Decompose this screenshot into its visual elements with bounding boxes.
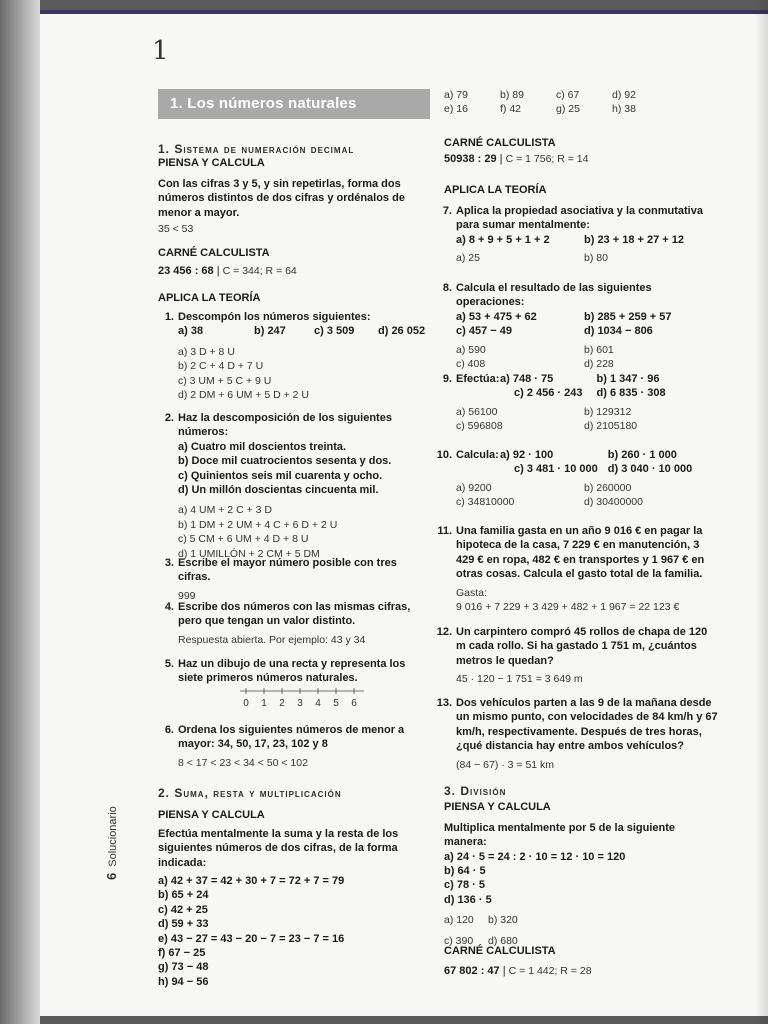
opt: c) 3 481 · 10 000 xyxy=(514,463,598,476)
answer-line: c) 5 CM + 6 UM + 4 D + 8 U xyxy=(178,533,309,546)
answer-line: a) 4 UM + 2 C + 3 D xyxy=(178,504,272,517)
section-title: 1. Sistema de numeración decimal xyxy=(158,142,355,156)
piensa-text: Multiplica mentalmente por 5 de la siguiente manera: xyxy=(444,821,676,849)
opt: b) 1 347 · 96 xyxy=(596,373,660,385)
carne-op: 23 456 : 68 xyxy=(158,265,214,278)
carne-op: 50938 : 29 xyxy=(444,153,497,166)
question-12 xyxy=(436,625,720,687)
q-number: 13. xyxy=(436,697,452,709)
tick-label: 2 xyxy=(279,698,285,708)
section-1 xyxy=(158,142,430,236)
section-3 xyxy=(444,784,720,948)
answer-cell: b) 260000 xyxy=(584,481,632,494)
q1-answers xyxy=(158,345,430,403)
q1-options xyxy=(158,324,430,338)
answer-line: d) 2 DM + 6 UM + 5 D + 2 U xyxy=(178,389,310,402)
q-text: Descompón los números siguientes: xyxy=(178,311,371,323)
carne-res: C = 344; R = 64 xyxy=(222,265,297,278)
chapter-title: 1. Los números naturales xyxy=(158,89,430,119)
question-2 xyxy=(158,411,430,561)
opt: c) 3 509 xyxy=(314,325,355,338)
aplica-heading: APLICA LA TEORÍA xyxy=(444,184,547,196)
carne-heading: CARNÉ CALCULISTA xyxy=(444,137,556,149)
answer-cell: a) 79 xyxy=(444,89,468,101)
opt: d) 26 052 xyxy=(378,325,426,338)
item: b) Doce mil cuatrocientos sesenta y dos. xyxy=(178,455,392,468)
tick-label: 0 xyxy=(243,698,249,708)
answer-cell: d) 2105180 xyxy=(584,420,638,433)
carne-calculista-2: CARNÉ CALCULISTA 50938 : 29 | C = 1 756; R = 14 xyxy=(444,136,720,167)
opt: b) 285 + 259 + 57 xyxy=(584,310,672,323)
carne-heading: CARNÉ CALCULISTA xyxy=(444,945,556,957)
answer-cell: a) 56100 xyxy=(456,405,498,418)
page-number: 6 xyxy=(104,872,119,880)
item: g) 73 − 48 xyxy=(158,961,209,974)
answer-cell: c) 408 xyxy=(456,358,486,371)
answer-cell: c) 390 xyxy=(444,934,474,947)
section-2 xyxy=(158,786,430,989)
question-1 xyxy=(158,310,430,402)
opt: d) 3 040 · 10 000 xyxy=(607,463,693,476)
answer-line: Gasta: xyxy=(456,586,487,599)
item: b) 64 · 5 xyxy=(444,865,486,878)
q-number: 1. xyxy=(164,311,174,323)
answer-line: 9 016 + 7 229 + 3 429 + 482 + 1 967 = 22 123 € xyxy=(456,601,680,614)
answer-line: Respuesta abierta. Por ejemplo: 43 y 34 xyxy=(178,633,366,646)
answer-cell: d) 92 xyxy=(612,89,636,101)
q-number: 11. xyxy=(437,525,452,537)
piensa-text: Efectúa mentalmente la suma y la resta de los siguientes números de dos cifras, de la forma indicada: xyxy=(158,827,399,869)
q-number: 12. xyxy=(436,626,452,638)
answer-cell: c) 67 xyxy=(556,89,580,101)
carne-line: 23 456 : 68 | C = 344; R = 64 xyxy=(158,265,297,278)
number-line xyxy=(240,686,364,708)
carne-op: 67 802 : 47 xyxy=(444,965,500,978)
answer-line: b) 1 DM + 2 UM + 4 C + 6 D + 2 U xyxy=(178,518,338,531)
answer-cell: b) 129312 xyxy=(584,405,632,418)
opt: a) 92 · 100 xyxy=(500,449,554,461)
opt: b) 247 xyxy=(254,325,286,338)
question-5 xyxy=(158,657,430,686)
answer-cell: a) 9200 xyxy=(456,481,492,494)
carne-heading: CARNÉ CALCULISTA xyxy=(158,247,270,259)
q2-items xyxy=(158,440,430,498)
aplica-teoria-1 xyxy=(158,291,430,305)
q-text: Un carpintero compró 45 rollos de chapa de 120 m cada rollo. Si ha gastado 1 751 m, ¿cuántos metros le quedan? xyxy=(456,626,708,667)
opt: a) 38 xyxy=(178,325,204,338)
handwritten-mark: 1 xyxy=(152,36,169,66)
q2-answers xyxy=(158,503,430,561)
carne-calculista-3: CARNÉ CALCULISTA 67 802 : 47 | C = 1 442; R = 28 xyxy=(444,944,720,979)
answer-cell: a) 25 xyxy=(456,252,480,265)
book-label: Solucionario xyxy=(107,806,119,867)
item: d) Un millón doscientas cincuenta mil. xyxy=(178,484,379,497)
answer-line: 8 < 17 < 23 < 34 < 50 < 102 xyxy=(178,756,308,769)
section-title: 3. División xyxy=(444,784,507,798)
answer-cell: d) 228 xyxy=(584,358,614,371)
aplica-heading: APLICA LA TEORÍA xyxy=(158,292,261,304)
opt: b) 23 + 18 + 27 + 12 xyxy=(584,233,684,246)
item: d) 59 + 33 xyxy=(158,918,209,931)
answer-cell: e) 16 xyxy=(444,103,468,116)
q-text: Escribe el mayor número posible con tres cifras. xyxy=(178,557,397,584)
page-footer xyxy=(104,780,124,880)
piensa-heading: PIENSA Y CALCULA xyxy=(158,157,265,170)
opt: b) 260 · 1 000 xyxy=(607,449,677,461)
q-number: 9. xyxy=(442,373,452,385)
opt: d) 1034 − 806 xyxy=(584,325,653,338)
q-text: Dos vehículos parten a las 9 de la mañana desde un mismo punto, con velocidades de 84 km/h y 67 km/h, respectivamente. Después de tres horas, ¿qué distancia hay entre ambos vehículos? xyxy=(456,697,718,753)
answer-cell: b) 89 xyxy=(500,89,524,101)
answer-cell: d) 680 xyxy=(488,934,518,947)
carne-res: C = 1 756; R = 14 xyxy=(505,153,589,166)
question-8 xyxy=(436,281,720,371)
tick-label: 4 xyxy=(315,698,321,708)
answer-line: 999 xyxy=(178,589,196,602)
q-number: 3. xyxy=(164,557,174,569)
piensa-text: Con las cifras 3 y 5, y sin repetirlas, forma dos números distintos de dos cifras y ordénalos de menor a mayor. xyxy=(158,177,405,219)
item: a) 24 · 5 = 24 : 2 · 10 = 12 · 10 = 120 xyxy=(444,850,626,863)
q-number: 7. xyxy=(442,205,452,217)
question-13 xyxy=(436,696,720,772)
answer-line: b) 2 C + 4 D + 7 U xyxy=(178,360,264,373)
answer-cell: h) 38 xyxy=(612,103,636,116)
answer-cell: g) 25 xyxy=(556,103,580,116)
item: a) Cuatro mil doscientos treinta. xyxy=(178,440,347,453)
answer-cell: a) 590 xyxy=(456,343,486,356)
carne-res: C = 1 442; R = 28 xyxy=(508,965,592,978)
item: c) Quinientos seis mil cuarenta y ocho. xyxy=(178,469,383,482)
opt: c) 457 − 49 xyxy=(456,325,512,338)
q-text: Una familia gasta en un año 9 016 € en pagar la hipoteca de la casa, 7 229 € en manutención, 3 429 € en ropa, 482 € en transportes y 1 967 € en otras cosas. Calcula el gasto total de la familia. xyxy=(456,525,705,581)
opt: a) 53 + 475 + 62 xyxy=(456,310,537,323)
binder-shadow xyxy=(0,0,40,1024)
answer-cell: f) 42 xyxy=(500,103,522,116)
piensa-heading: PIENSA Y CALCULA xyxy=(158,809,265,822)
answer-line: d) 1 UMILLÓN + 2 CM + 5 DM xyxy=(178,547,320,560)
item: f) 67 − 25 xyxy=(158,947,206,960)
question-4 xyxy=(158,600,430,647)
q-number: 5. xyxy=(164,658,174,670)
tick-label: 5 xyxy=(333,698,339,708)
answer-line: c) 3 UM + 5 C + 9 U xyxy=(178,374,272,387)
answer-cell: a) 120 xyxy=(444,914,474,927)
q-number: 8. xyxy=(442,282,452,294)
piensa-answer: 35 < 53 xyxy=(158,223,194,236)
q-number: 4. xyxy=(164,601,174,613)
q-text: Escribe dos números con las mismas cifras, pero que tengan un valor distinto. xyxy=(178,601,411,628)
item: c) 78 · 5 xyxy=(444,879,485,892)
answer-line: a) 3 D + 8 U xyxy=(178,345,235,358)
question-9 xyxy=(436,372,720,434)
section-title: 2. Suma, resta y multiplicación xyxy=(158,786,342,800)
opt: c) 2 456 · 243 xyxy=(514,387,583,400)
question-6 xyxy=(158,723,430,770)
q-text: Ordena los siguientes números de menor a mayor: 34, 50, 17, 23, 102 y 8 xyxy=(178,724,405,751)
q-text: Haz un dibujo de una recta y representa los siete primeros números naturales. xyxy=(178,658,406,685)
item: c) 42 + 25 xyxy=(158,903,208,916)
opt: a) 8 + 9 + 5 + 1 + 2 xyxy=(456,233,550,246)
q-text: Aplica la propiedad asociativa y la conmutativa para sumar mentalmente: xyxy=(456,205,703,232)
item: b) 65 + 24 xyxy=(158,889,209,902)
answer-cell: c) 34810000 xyxy=(456,496,515,509)
opt: a) 748 · 75 xyxy=(500,373,554,385)
s2-answer-grid xyxy=(444,88,720,117)
q-lead: Efectúa: xyxy=(456,373,500,385)
aplica-teoria-2 xyxy=(444,183,720,197)
answer-cell: b) 320 xyxy=(488,914,518,927)
q-text: Haz la descomposición de los siguientes números: xyxy=(178,412,392,439)
opt: d) 6 835 · 308 xyxy=(596,387,666,400)
piensa-heading: PIENSA Y CALCULA xyxy=(444,801,551,814)
tick-label: 6 xyxy=(351,698,357,708)
carne-calculista-1 xyxy=(158,246,430,279)
s3-items xyxy=(444,850,720,908)
question-3 xyxy=(158,556,430,603)
answer-cell: b) 601 xyxy=(584,343,614,356)
q-text: Calcula el resultado de las siguientes operaciones: xyxy=(456,282,652,309)
answer-cell: d) 30400000 xyxy=(584,496,643,509)
answer-cell: b) 80 xyxy=(584,252,608,265)
question-11 xyxy=(436,524,720,614)
s2-items xyxy=(158,874,430,989)
page-curl xyxy=(754,0,768,1024)
item: d) 136 · 5 xyxy=(444,893,492,906)
question-7 xyxy=(436,204,720,266)
q-number: 6. xyxy=(164,724,174,736)
answer-cell: c) 596808 xyxy=(456,420,503,433)
answer-line: (84 − 67) · 3 = 51 km xyxy=(456,758,555,771)
answer-line: 45 · 120 − 1 751 = 3 649 m xyxy=(456,673,583,686)
q-number: 10. xyxy=(436,449,452,461)
s3-answers xyxy=(444,913,720,948)
item: a) 42 + 37 = 42 + 30 + 7 = 72 + 7 = 79 xyxy=(158,875,345,888)
item: h) 94 − 56 xyxy=(158,975,209,988)
question-10 xyxy=(436,448,720,510)
item: e) 43 − 27 = 43 − 20 − 7 = 23 − 7 = 16 xyxy=(158,932,345,945)
tick-label: 1 xyxy=(261,698,267,708)
tick-label: 3 xyxy=(297,698,303,708)
q-number: 2. xyxy=(164,412,174,424)
q-lead: Calcula: xyxy=(456,449,499,461)
